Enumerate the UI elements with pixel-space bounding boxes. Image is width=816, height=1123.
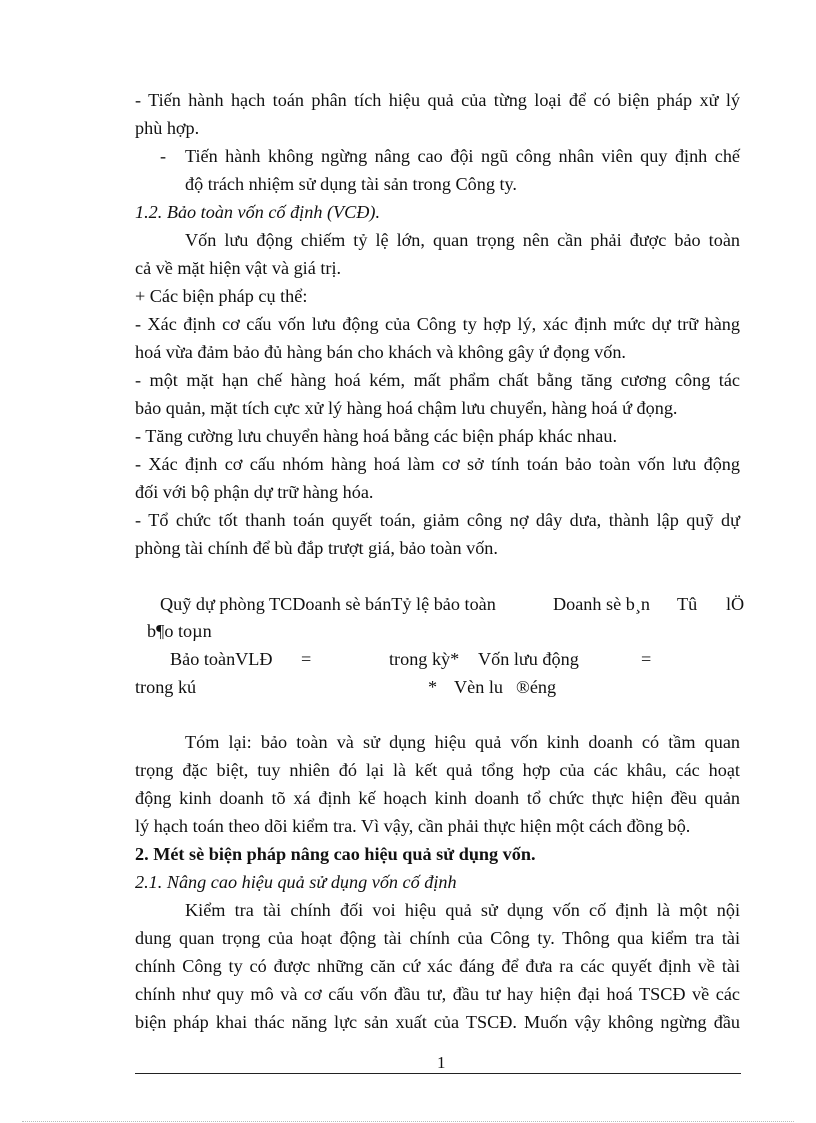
paragraph-line: - Xác định cơ cấu vốn lưu động của Công ty hợp lý, xác định mức dự trữ hàng xyxy=(135,314,740,334)
paragraph-line: + Các biện pháp cụ thể: xyxy=(135,286,308,306)
paragraph-line: cả về mặt hiện vật và giá trị. xyxy=(135,258,342,278)
formula-equals: = xyxy=(301,649,312,669)
paragraph-line: động kinh doanh tõ xá định kế hoạch kinh doanh tổ chức thực hiện đều quản xyxy=(135,788,740,808)
paragraph-line: đối với bộ phận dự trữ hàng hóa. xyxy=(135,482,374,502)
paragraph-line: biện pháp khai thác năng lực sản xuất của TSCĐ. Muốn vậy không ngừng đầu xyxy=(135,1012,740,1032)
formula-text: lÖ xyxy=(726,594,745,614)
bullet-item: Tiến hành không ngừng nâng cao đội ngũ công nhân viên quy định chế xyxy=(185,146,740,166)
paragraph-line: trọng đặc biệt, tuy nhiên đó lại là kết quả tổng hợp của các khâu, các hoạt xyxy=(135,760,740,780)
paragraph-line: - Xác định cơ cấu nhóm hàng hoá làm cơ sở tính toán bảo toàn vốn lưu động xyxy=(135,454,740,474)
paragraph-line: Tóm lại: bảo toàn và sử dụng hiệu quả vốn kinh doanh có tầm quan xyxy=(185,732,740,752)
formula-text: b¶o toµn xyxy=(147,621,212,641)
page-edge-divider xyxy=(22,1121,794,1122)
paragraph-line: hoá vừa đảm bảo đủ hàng bán cho khách và không gây ứ đọng vốn. xyxy=(135,342,626,362)
formula-text: Quỹ dự phòng TCDoanh sè bánTỷ lệ bảo toàn xyxy=(160,594,496,614)
paragraph-line: bảo quản, mặt tích cực xử lý hàng hoá chậm lưu chuyển, hàng hoá ứ đọng. xyxy=(135,398,678,418)
formula-text: trong kỳ* xyxy=(389,649,460,669)
formula-text: Tû xyxy=(677,594,698,614)
formula-text: Doanh sè b¸n xyxy=(553,594,650,614)
formula-text: ®éng xyxy=(516,677,557,697)
paragraph-line: - Tăng cường lưu chuyển hàng hoá bằng các biện pháp khác nhau. xyxy=(135,426,618,446)
bullet-item-continued: độ trách nhiệm sử dụng tài sản trong Công ty. xyxy=(185,174,517,194)
paragraph-line: chính như quy mô và cơ cấu vốn đầu tư, đầu tư hay hiện đại hoá TSCĐ về các xyxy=(135,984,740,1004)
paragraph-line: lý hạch toán theo dõi kiểm tra. Vì vậy, cần phải thực hiện một cách đồng bộ. xyxy=(135,816,691,836)
formula-text: Vèn lu xyxy=(454,677,503,697)
paragraph-line: - Tổ chức tốt thanh toán quyết toán, giảm công nợ dây dưa, thành lập quỹ dự xyxy=(135,510,740,530)
formula-equals: = xyxy=(641,649,652,669)
bullet-dash: - xyxy=(160,146,167,166)
section-heading-1-2: 1.2. Bảo toàn vốn cố định (VCĐ). xyxy=(135,202,380,222)
formula-text: Bảo toànVLĐ xyxy=(170,649,273,669)
section-heading-2-1: 2.1. Nâng cao hiệu quả sử dụng vốn cố định xyxy=(135,872,457,892)
paragraph-line: dung quan trọng của hoạt động tài chính của Công ty. Thông qua kiểm tra tài xyxy=(135,928,740,948)
formula-text: Vốn lưu động xyxy=(478,649,579,669)
section-heading-2: 2. Mét sè biện pháp nâng cao hiệu quả sử dụng vốn. xyxy=(135,844,536,864)
paragraph-line: - Tiến hành hạch toán phân tích hiệu quả của từng loại để có biện pháp xử lý xyxy=(135,90,740,110)
formula-text: * xyxy=(428,677,438,697)
paragraph-line: phòng tài chính để bù đắp trượt giá, bảo toàn vốn. xyxy=(135,538,498,558)
paragraph-line: phù hợp. xyxy=(135,118,200,138)
footer-rule xyxy=(135,1073,741,1074)
paragraph-line: Vốn lưu động chiếm tỷ lệ lớn, quan trọng nên cần phải được bảo toàn xyxy=(185,230,740,250)
paragraph-line: Kiểm tra tài chính đối voi hiệu quả sử dụng vốn cố định là một nội xyxy=(185,900,740,920)
formula-text: trong kú xyxy=(135,677,197,697)
paragraph-line: - một mặt hạn chế hàng hoá kém, mất phẩm chất bằng tăng cương công tác xyxy=(135,370,740,390)
paragraph-line: chính Công ty có được những căn cứ xác đáng để đưa ra các quyết định về tài xyxy=(135,956,740,976)
page-number: 1 xyxy=(437,1053,446,1072)
